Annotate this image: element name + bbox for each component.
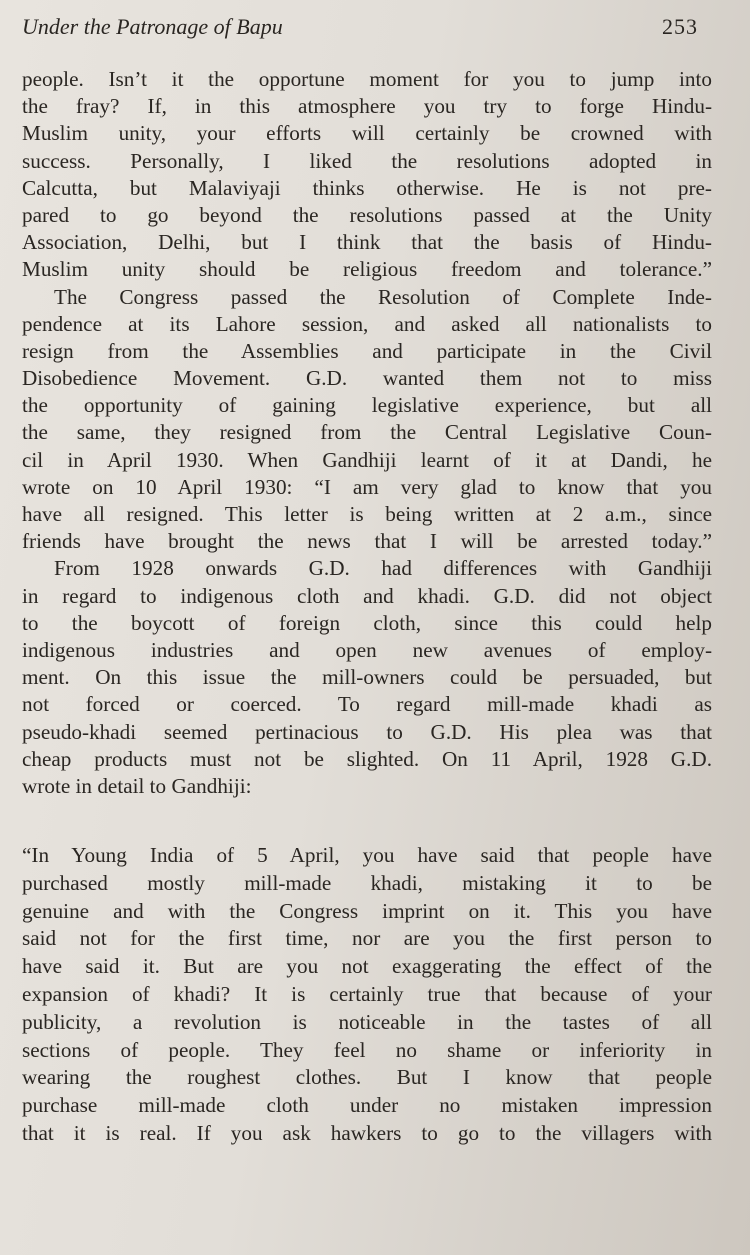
body-text — [22, 66, 712, 1148]
text-line: Disobedience Movement. G.D. wanted them not to miss — [22, 366, 712, 391]
paragraph-1 — [22, 66, 712, 284]
text-line: resign from the Assemblies and participate in the Civil — [22, 338, 712, 363]
text-line: pared to go beyond the resolutions passed at the Unity — [22, 202, 712, 227]
text-line: pseudo-khadi seemed pertinacious to G.D. His plea was that — [22, 719, 712, 744]
text-line: From 1928 onwards G.D. had differences with Gandhiji — [54, 556, 712, 581]
quote-line: purchase mill-made cloth under no mistaken impression — [22, 1093, 712, 1118]
text-line: people. Isn’t it the opportune moment for you to jump into — [22, 67, 712, 91]
text-line: Muslim unity, your efforts will certainly be crowned with — [22, 121, 712, 146]
text-line: Association, Delhi, but I think that the basis of Hindu- — [22, 230, 712, 255]
running-title: Under the Patronage of Bapu — [22, 14, 283, 39]
text-line: pendence at its Lahore session, and asked all nationalists to — [22, 311, 712, 336]
block-quote — [22, 842, 712, 1148]
quote-line: publicity, a revolution is noticeable in the tastes of all — [22, 1009, 712, 1034]
text-line: Muslim unity should be religious freedom and tolerance.” — [22, 257, 712, 282]
text-line: the same, they resigned from the Central Legislative Coun- — [22, 420, 712, 445]
page-number: 253 — [662, 14, 698, 39]
quote-line: said not for the first time, nor are you the first person to — [22, 926, 712, 951]
text-line: in regard to indigenous cloth and khadi. G.D. did not object — [22, 583, 712, 608]
quote-line: “In Young India of 5 April, you have said that people have — [22, 843, 712, 868]
quote-line: expansion of khadi? It is certainly true that because of your — [22, 982, 712, 1007]
text-line: The Congress passed the Resolution of Complete Inde- — [54, 284, 712, 309]
quote-line: that it is real. If you ask hawkers to go to the villagers with — [22, 1121, 712, 1146]
quote-line: purchased mostly mill-made khadi, mistaking it to be — [22, 870, 712, 895]
text-line: friends have brought the news that I will be arrested today.” — [22, 529, 712, 554]
text-line: cil in April 1930. When Gandhiji learnt of it at Dandi, he — [22, 447, 712, 472]
text-line: cheap products must not be slighted. On 11 April, 1928 G.D. — [22, 746, 712, 771]
text-line: the opportunity of gaining legislative experience, but all — [22, 393, 712, 418]
text-line: success. Personally, I liked the resolutions adopted in — [22, 148, 712, 173]
text-line: indigenous industries and open new avenues of employ- — [22, 637, 712, 662]
text-line: not forced or coerced. To regard mill-made khadi as — [22, 692, 712, 717]
text-line: wrote in detail to Gandhiji: — [22, 773, 252, 798]
block-spacer — [22, 800, 712, 842]
quote-line: wearing the roughest clothes. But I know that people — [22, 1065, 712, 1090]
running-head — [22, 14, 698, 44]
text-line: wrote on 10 April 1930: “I am very glad to know that you — [22, 474, 712, 499]
text-line: have all resigned. This letter is being written at 2 a.m., since — [22, 502, 712, 526]
quote-line: sections of people. They feel no shame or inferiority in — [22, 1037, 712, 1062]
text-line: to the boycott of foreign cloth, since this could help — [22, 610, 712, 635]
quote-line: genuine and with the Congress imprint on it. This you have — [22, 898, 712, 923]
text-line: Calcutta, but Malaviyaji thinks otherwise. He is not pre- — [22, 175, 712, 200]
quote-line: have said it. But are you not exaggerating the effect of the — [22, 954, 712, 979]
text-line: ment. On this issue the mill-owners could be persuaded, but — [22, 665, 712, 690]
paragraph-3 — [22, 555, 712, 800]
paragraph-2 — [22, 284, 712, 556]
text-line: the fray? If, in this atmosphere you try to forge Hindu- — [22, 94, 712, 119]
